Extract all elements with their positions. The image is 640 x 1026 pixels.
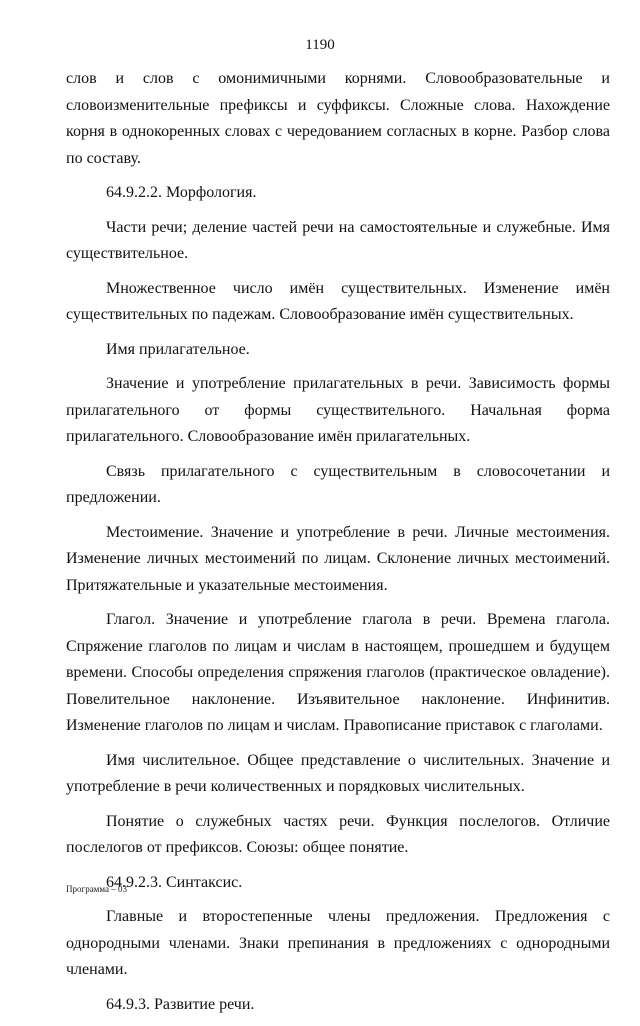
paragraph-parts-of-speech: Части речи; деление частей речи на самостоятельные и служебные. Имя существительное. [66,218,610,262]
document-body [66,66,610,1026]
paragraph-adjective-heading: Имя прилагательное. [106,340,250,358]
paragraph-numeral: Имя числительное. Общее представление о числительных. Значение и употребление в речи количественных и порядковых числительных. [66,751,610,795]
paragraph-adjective-noun-link: Связь прилагательного с существительным в словосочетании и предложении. [66,462,610,506]
section-heading-syntax: 64.9.2.3. Синтаксис. [106,873,243,891]
section-heading-morphology: 64.9.2.2. Морфология. [106,184,257,201]
paragraph-pronoun: Местоимение. Значение и употребление в речи. Личные местоимения. Изменение личных местоимений по лицам. Склонение личных местоимений. Притяжательные и указательные местоимения. [66,523,610,594]
paragraph-word-formation: слов и слов с омонимичными корнями. Словообразовательные и словоизменительные префиксы и суффиксы. Сложные слова. Нахождение корня в однокоренных словах с чередованием согласных в корне. Разбор слова по составу. [66,70,610,167]
paragraph-adjective-usage: Значение и употребление прилагательных в речи. Зависимость формы прилагательного от формы существительного. Начальная форма прилагательного. Словообразование имён прилагательных. [66,375,610,445]
paragraph-sentence-members: Главные и второстепенные члены предложения. Предложения с однородными членами. Знаки препинания в предложениях с однородными членами. [66,908,610,978]
page-footer: Программа – 03 [66,884,128,894]
section-heading-speech-development: 64.9.3. Развитие речи. [106,995,255,1013]
paragraph-noun-plural: Множественное число имён существительных. Изменение имён существительных по падежам. Словообразование имён существительных. [66,279,610,323]
paragraph-function-words: Понятие о служебных частях речи. Функция послелогов. Отличие послелогов от префиксов. Союзы: общее понятие. [66,812,610,856]
page-number: 1190 [305,37,335,53]
paragraph-verb: Глагол. Значение и употребление глагола в речи. Времена глагола. Спряжение глаголов по лицам и числам в настоящем, прошедшем и будущем времени. Способы определения спряжения глаголов (практическое овладение). Повелительное наклонение. Изъявительное наклонение. Инфинитив. Изменение глаголов по лицам и числам. Правописание приставок с глаголами. [66,611,610,734]
